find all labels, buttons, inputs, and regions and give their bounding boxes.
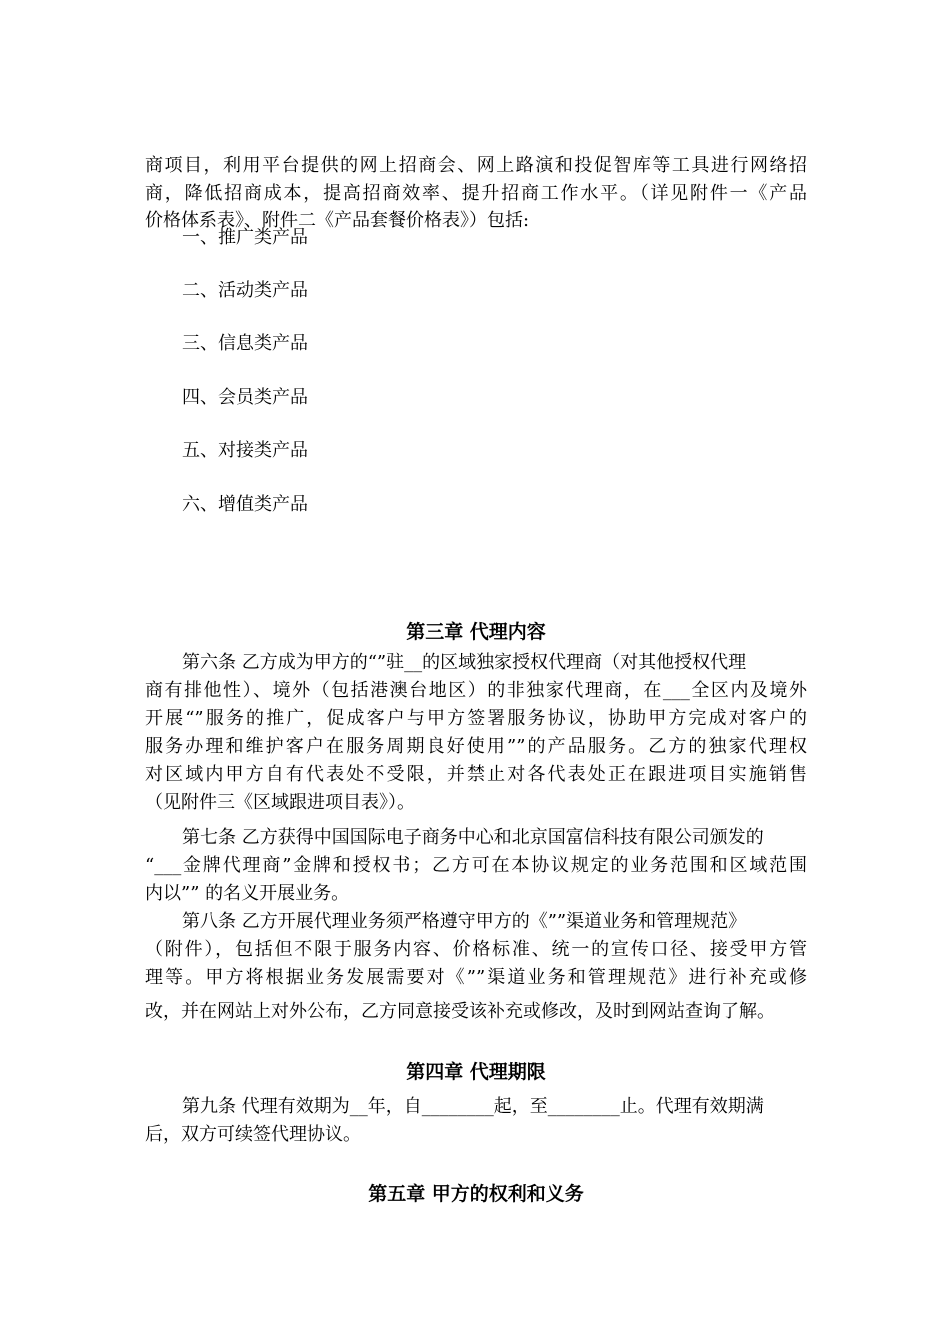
chapter-heading: 第五章 甲方的权利和义务 xyxy=(368,1183,584,1205)
article-7-line: 第七条 乙方获得中国国际电子商务中心和北京国富信科技有限公司颁发的 xyxy=(182,827,764,848)
article-6-line: 第六条 乙方成为甲方的“”驻__的区域独家授权代理商（对其他授权代理 xyxy=(182,652,747,673)
list-item: 四、会员类产品 xyxy=(182,387,308,408)
article-8-line: 理等。甲方将根据业务发展需要对《””渠道业务和管理规范》进行补充或修 xyxy=(145,967,807,988)
article-6-line: 服务办理和维护客户在服务周期良好使用””的产品服务。乙方的独家代理权 xyxy=(145,736,807,757)
list-item: 一、推广类产品 xyxy=(182,227,308,248)
article-6-line: 商有排他性）、境外（包括港澳台地区）的非独家代理商，在___全区内及境外 xyxy=(145,680,807,701)
list-item: 三、信息类产品 xyxy=(182,333,308,354)
article-8-line: 第八条 乙方开展代理业务须严格遵守甲方的《””渠道业务和管理规范》 xyxy=(182,911,747,932)
article-9-line: 后，双方可续签代理协议。 xyxy=(145,1124,361,1145)
chapter-heading: 第三章 代理内容 xyxy=(406,621,546,643)
article-7-line: “___金牌代理商”金牌和授权书；乙方可在本协议规定的业务范围和区域范围 xyxy=(145,855,807,876)
article-9-line: 第九条 代理有效期为__年，自________起，至________止。代理有效期满 xyxy=(182,1096,764,1117)
intro-line: 商，降低招商成本，提高招商效率、提升招商工作水平。（详见附件一《产品 xyxy=(145,183,807,204)
list-item: 二、活动类产品 xyxy=(182,280,308,301)
article-7-line: 内以”” 的名义开展业务。 xyxy=(145,883,350,904)
list-item: 六、增值类产品 xyxy=(182,494,308,515)
intro-line: 商项目，利用平台提供的网上招商会、网上路演和投促智库等工具进行网络招 xyxy=(145,155,807,176)
article-6-line: 对区域内甲方自有代表处不受限，并禁止对各代表处正在跟进项目实施销售 xyxy=(145,764,807,785)
article-8-line: （附件），包括但不限于服务内容、价格标准、统一的宣传口径、接受甲方管 xyxy=(145,939,807,960)
intro-line: 价格体系表》、附件二《产品套餐价格表》）包括: xyxy=(145,210,530,231)
article-6-line: （见附件三《区域跟进项目表》）。 xyxy=(145,792,415,813)
list-item: 五、对接类产品 xyxy=(182,440,308,461)
chapter-heading: 第四章 代理期限 xyxy=(406,1061,546,1083)
article-6-line: 开展“”服务的推广，促成客户与甲方签署服务协议，协助甲方完成对客户的 xyxy=(145,708,807,729)
article-8-line: 改，并在网站上对外公布，乙方同意接受该补充或修改，及时到网站查询了解。 xyxy=(145,1001,775,1022)
